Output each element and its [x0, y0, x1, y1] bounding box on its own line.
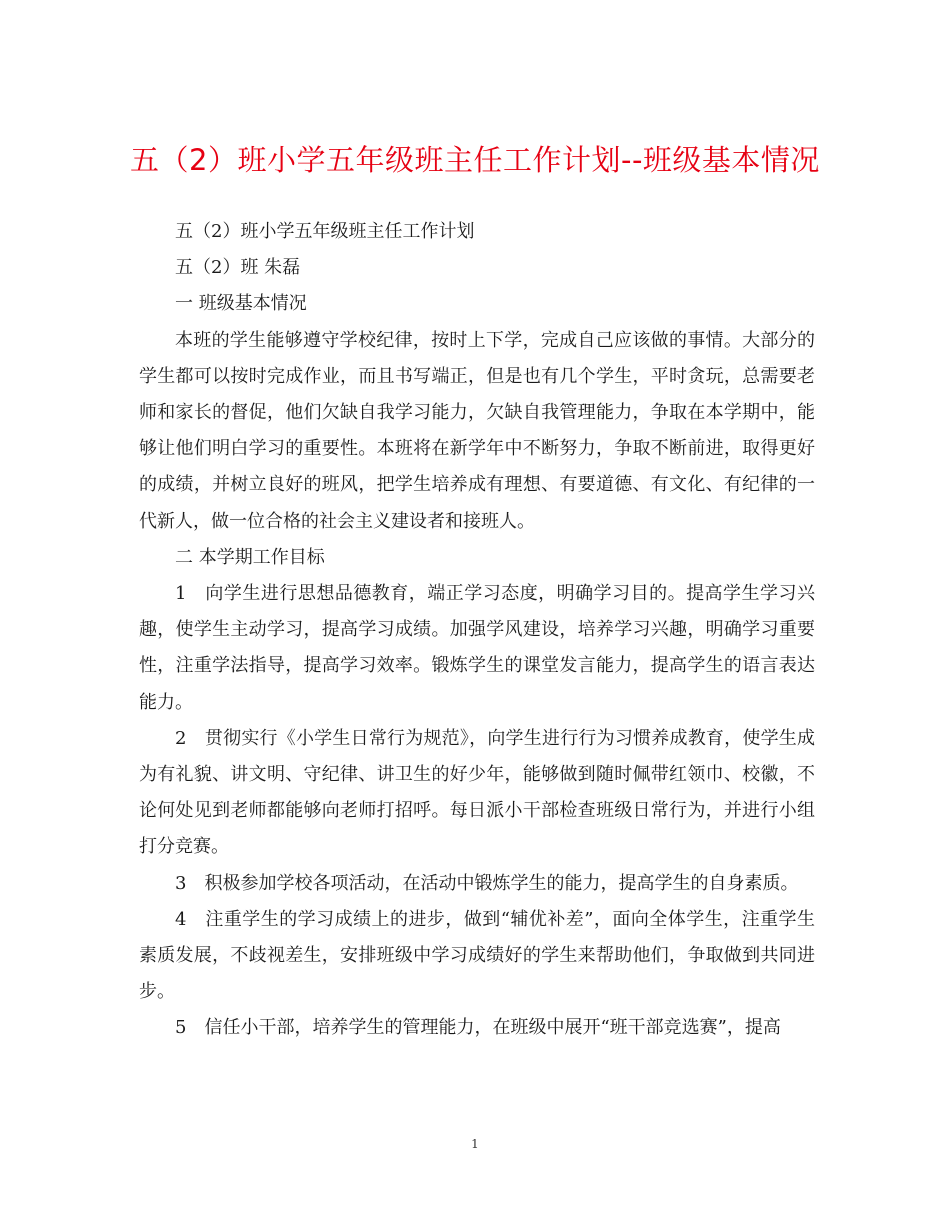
goal-item-3: 3 积极参加学校各项活动，在活动中锻炼学生的能力，提高学生的自身素质。	[175, 872, 799, 894]
goal-item-2: 2 贯彻实行《小学生日常行为规范》，向学生进行行为习惯养成教育，使学生成为有礼貌、讲文明、守纪律、讲卫生的好少年，能够做到随时佩带红领巾、校徽，不论何处见到老师都能够向老师打招呼。每日派小干部检查班级日常行为，并进行小组打分竞赛。	[139, 727, 815, 858]
class-author-line: 五（2）班 朱磊	[175, 257, 301, 279]
section-heading-work-goals: 二 本学期工作目标	[175, 546, 325, 568]
document-title: 五（2）班小学五年级班主任工作计划--班级基本情况	[130, 143, 820, 177]
plan-subtitle: 五（2）班小学五年级班主任工作计划	[175, 221, 475, 242]
goal-item-4: 4 注重学生的学习成绩上的进步，做到“辅优补差”，面向全体学生，注重学生素质发展，不歧视差生，安排班级中学习成绩好的学生来帮助他们，争取做到共同进步。	[139, 908, 815, 1003]
goal-item-1: 1 向学生进行思想品德教育，端正学习态度，明确学习目的。提高学生学习兴趣，使学生主动学习，提高学习成绩。加强学风建设，培养学习兴趣，明确学习重要性，注重学法指导，提高学习效率。锻炼学生的课堂发言能力，提高学生的语言表达能力。	[139, 583, 815, 713]
section-heading-class-situation: 一 班级基本情况	[175, 293, 307, 315]
class-situation-paragraph: 本班的学生能够遵守学校纪律，按时上下学，完成自己应该做的事情。大部分的学生都可以按时完成作业，而且书写端正，但是也有几个学生，平时贪玩，总需要老师和家长的督促，他们欠缺自我学习能力，欠缺自我管理能力，争取在本学期中，能够让他们明白学习的重要性。本班将在新学年中不断努力，争取不断前进，取得更好的成绩，并树立良好的班风，把学生培养成有理想、有要道德、有文化、有纪律的一代新人，做一位合格的社会主义建设者和接班人。	[139, 329, 815, 532]
goal-item-5: 5 信任小干部，培养学生的管理能力，在班级中展开“班干部竞选赛”，提高	[175, 1017, 781, 1039]
document-body	[139, 214, 815, 1047]
page-number: 1	[471, 1137, 479, 1151]
